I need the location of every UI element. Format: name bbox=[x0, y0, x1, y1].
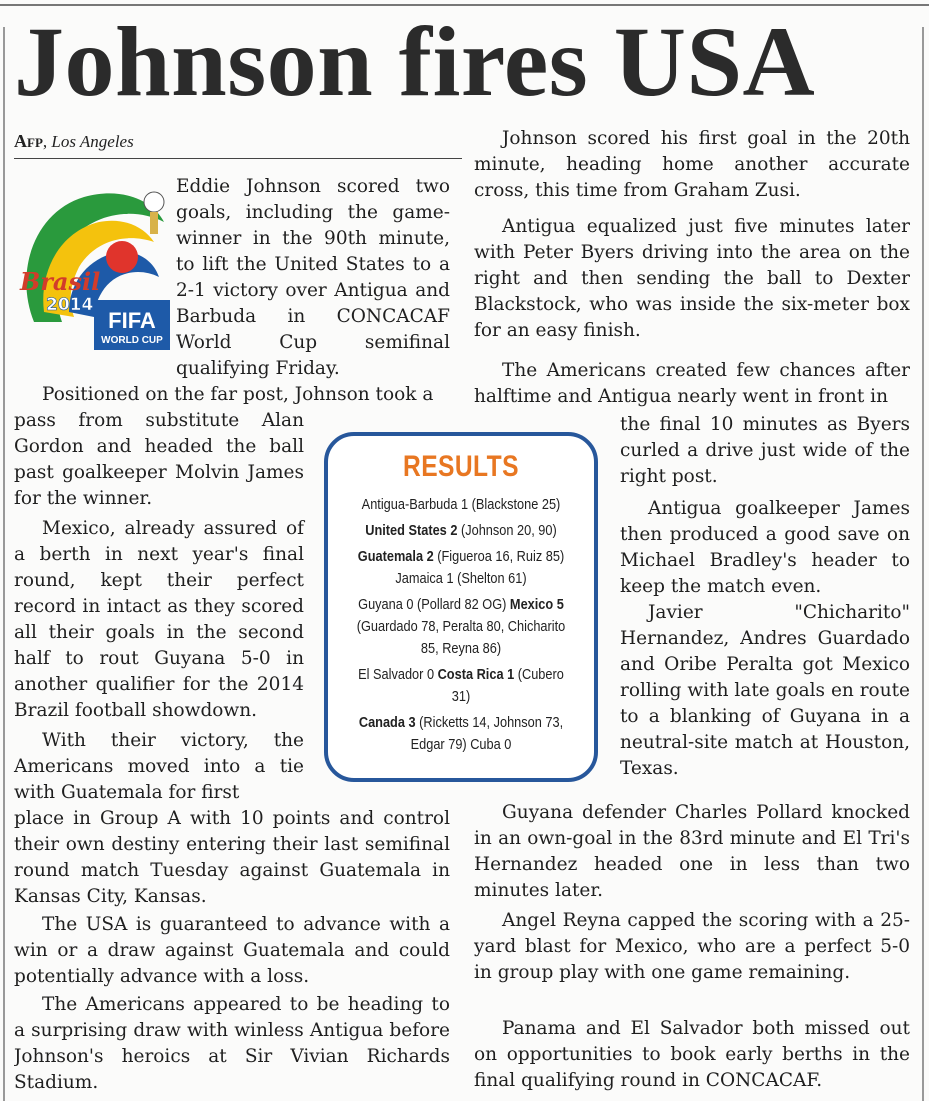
result-antigua bbox=[353, 494, 569, 516]
col2-p2: Antigua equalized just five minutes later with Peter Byers driving into the area on the right and then sending the ball to Dexter Blackstock, who was inside the six-meter box for an easy finish. bbox=[474, 216, 910, 341]
result-costarica-scorers: (Cubero 31) bbox=[451, 667, 564, 705]
byline-rule bbox=[14, 158, 462, 159]
byline: Afp, Los Angeles bbox=[14, 131, 134, 151]
right-column-rule bbox=[922, 27, 924, 1101]
logo-event: WORLD CUP bbox=[101, 335, 163, 346]
result-costarica-team: Costa Rica 1 bbox=[437, 667, 515, 683]
result-canada-cuba bbox=[353, 712, 569, 756]
result-usa-team: United States 2 bbox=[365, 523, 458, 539]
result-elsalvador-text: El Salvador 0 bbox=[358, 667, 438, 683]
result-guyana-text: Guyana 0 (Pollard 82 OG) bbox=[358, 597, 510, 613]
result-usa-scorers: (Johnson 20, 90) bbox=[457, 523, 557, 539]
left-column-rule bbox=[3, 27, 5, 1101]
col2-p1: Johnson scored his first goal in the 20th minute, heading home another accurate cross, this time from Graham Zusi. bbox=[474, 128, 910, 201]
byline-source: Afp bbox=[14, 131, 43, 151]
byline-location: Los Angeles bbox=[51, 132, 134, 151]
result-guatemala-jamaica bbox=[353, 546, 569, 590]
col2-p7: Angel Reyna capped the scoring with a 25-yard blast for Mexico, who are a perfect 5-0 in group play with one game remaining. bbox=[474, 910, 910, 983]
result-usa bbox=[353, 520, 569, 542]
results-title: RESULTS bbox=[403, 450, 519, 483]
col1-p5: The USA is guaranteed to advance with a win or a draw against Guatemala and could potentially advance with a loss. bbox=[14, 914, 450, 987]
result-mexico-scorers: (Guardado 78, Peralta 80, Chicharito 85, Reyna 86) bbox=[356, 619, 566, 657]
col1-lead: Eddie Johnson scored two goals, including the game-winner in the 90th minute, to lift the United States to a 2-1 victory over Antigua and Barbuda in CONCACAF World Cup semifinal qualifying Friday. bbox=[176, 176, 450, 379]
col1-p4-narrow: With their victory, the Americans moved into a tie with Guatemala for first bbox=[14, 730, 304, 803]
logo-org: FIFA bbox=[108, 308, 156, 333]
col1-p3: Mexico, already assured of a berth in next year's final round, kept their perfect record in intact as they scored all their goals in the second half to rout Guyana 5-0 in another qualifier for the 2014 Brazil football showdown. bbox=[14, 518, 304, 721]
col1-p6: The Americans appeared to be heading to a surprising draw with winless Antigua before Johnson's heroics at Sir Vivian Richards Stadium. bbox=[14, 994, 450, 1093]
brasil-2014-logo bbox=[14, 172, 170, 350]
results-box bbox=[324, 432, 598, 782]
col1-p2-narrow: pass from substitute Alan Gordon and headed the ball past goalkeeper Molvin James for the winner. bbox=[14, 410, 304, 509]
result-guatemala-jamaica-text: (Figueroa 16, Ruiz 85) Jamaica 1 (Shelton 61) bbox=[395, 549, 565, 587]
col2-p3-full: The Americans created few chances after halftime and Antigua nearly went in front in bbox=[474, 360, 910, 407]
headline: Johnson fires USA bbox=[14, 6, 816, 117]
result-canada-team: Canada 3 bbox=[358, 715, 416, 731]
results-list bbox=[338, 494, 584, 760]
col2-p8: Panama and El Salvador both missed out on opportunities to book early berths in the final qualifying round in CONCACAF. bbox=[474, 1018, 910, 1091]
logo-year: 2014 bbox=[46, 295, 94, 315]
col2-p3-narrow: the final 10 minutes as Byers curled a drive just wide of the right post. bbox=[620, 414, 910, 487]
col2-p5: Javier "Chicharito" Hernandez, Andres Guardado and Oribe Peralta got Mexico rolling with late goals en route to a blanking of Guyana in a neutral-site match at Houston, Texas. bbox=[620, 602, 910, 779]
result-canada-cuba-text: (Ricketts 14, Johnson 73, Edgar 79) Cuba 0 bbox=[410, 715, 564, 753]
logo-circle-red bbox=[106, 241, 138, 273]
logo-ball bbox=[144, 192, 164, 212]
col2-p6: Guyana defender Charles Pollard knocked in an own-goal in the 83rd minute and El Tri's Hernandez headed one in less than two minutes later. bbox=[474, 802, 910, 901]
result-guatemala-team: Guatemala 2 bbox=[357, 549, 434, 565]
result-mexico-team: Mexico 5 bbox=[509, 597, 564, 613]
result-antigua-text: Antigua-Barbuda 1 (Blackstone 25) bbox=[361, 497, 561, 513]
col1-p2-full: Positioned on the far post, Johnson took a bbox=[42, 384, 434, 405]
col2-p4: Antigua goalkeeper James then produced a good save on Michael Bradley's header to keep the match even. bbox=[620, 498, 910, 597]
col1-p4-full: place in Group A with 10 points and control their own destiny entering their last semifinal round match Tuesday against Guatemala in Kansas City, Kansas. bbox=[14, 808, 450, 907]
result-guyana-mexico bbox=[353, 594, 569, 660]
logo-brand: Brasil bbox=[20, 267, 101, 296]
result-elsalvador-costarica bbox=[353, 664, 569, 708]
